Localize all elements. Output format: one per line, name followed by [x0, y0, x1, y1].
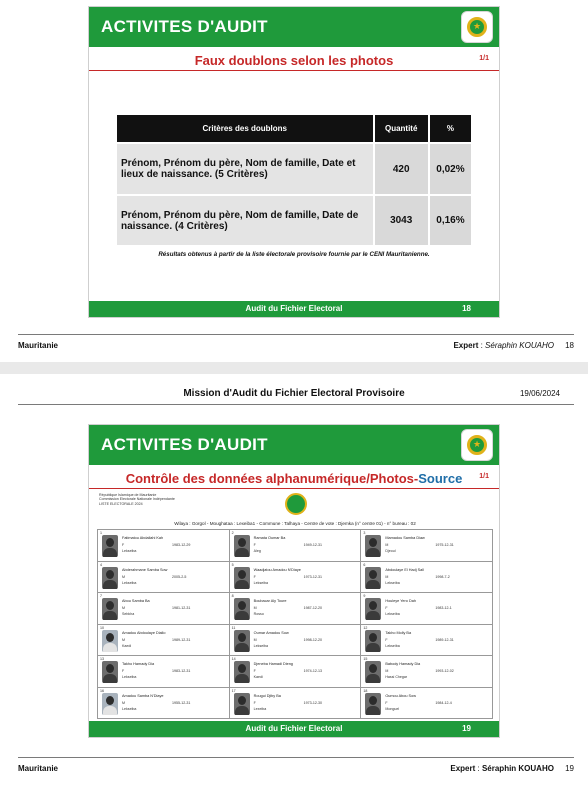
slide-number: 18	[462, 304, 471, 313]
voter-index: 14	[231, 657, 236, 661]
voter-index: 10	[100, 625, 104, 630]
voter-photo	[234, 567, 250, 589]
voter-sex: F	[253, 543, 256, 547]
doc-header-title: Mission d'Audit du Fichier Electoral Provisoire	[183, 388, 405, 399]
col-header-quantity: Quantité	[374, 115, 429, 143]
voter-sex: F	[253, 700, 256, 705]
voter-name: Amadou Abdoulaye Diallo	[122, 630, 166, 635]
voter-name: Boubacar Aly Toure	[253, 599, 287, 603]
voter-card	[230, 530, 362, 562]
voter-index: 15	[363, 657, 368, 661]
slide-page-indicator: 1/1	[479, 55, 489, 62]
voter-card	[230, 656, 362, 688]
voter-index: 1	[100, 531, 102, 535]
document-page-18	[0, 0, 588, 362]
voter-photo	[102, 567, 118, 589]
criteria-table	[117, 115, 473, 245]
voter-birthplace: Monguel	[385, 706, 400, 711]
slide-page-indicator: 1/1	[479, 473, 489, 480]
voter-birthdate: 1949-12-31	[303, 543, 323, 547]
voter-name: Fatimatou Abdallahi Kah	[122, 536, 164, 540]
voter-name: Babody Hamady Dia	[385, 662, 421, 666]
voter-name: Oumar Amadou Sow	[253, 630, 289, 635]
voter-birthplace: Kaedi	[122, 643, 132, 648]
voter-sex: M	[385, 669, 389, 673]
voter-name: Abou Samba Ba	[122, 599, 150, 603]
list-header-line: LISTE ELECTORALE 2024	[99, 501, 143, 506]
voter-sex: M	[122, 637, 125, 642]
list-header-line: Commission Electorale Nationale Indépendante	[99, 497, 175, 502]
cell-quantity: 420	[374, 143, 429, 195]
voter-birthplace: Aleg	[253, 549, 261, 553]
voter-index: 12	[363, 625, 368, 630]
voter-birthdate: 1983-12-29	[172, 543, 191, 547]
footer-expert: Expert : Séraphin KOUAHO 19	[450, 764, 574, 773]
slide-header	[89, 425, 499, 465]
voter-birthdate: 1974-12-13	[303, 669, 323, 673]
voter-name: Ramata Oumar Ba	[253, 536, 286, 540]
voter-name: Waadjatou Amadou N'Diaye	[253, 567, 301, 572]
voter-sex: F	[385, 700, 388, 705]
voter-name: Houleye Yero Dah	[385, 599, 416, 603]
voter-card	[230, 562, 362, 594]
voter-sex: M	[253, 637, 257, 642]
voter-name: Takho Hamady Dia	[122, 662, 155, 666]
col-header-percent: %	[429, 115, 472, 143]
cell-percent: 0,02%	[429, 143, 472, 195]
slide-controle-donnees	[88, 424, 500, 738]
slide-number: 19	[462, 724, 471, 733]
voter-birthplace: Lekseiba	[122, 706, 137, 711]
voter-index: 13	[100, 657, 104, 661]
voter-card	[230, 625, 362, 657]
voter-card	[361, 625, 493, 657]
voter-birthdate: 1973-12-31	[303, 574, 323, 579]
cell-percent: 0,16%	[429, 195, 472, 245]
voter-card	[230, 688, 362, 720]
voter-card	[361, 530, 493, 562]
voter-card	[361, 562, 493, 594]
voter-card	[98, 530, 230, 562]
cell-quantity: 3043	[374, 195, 429, 245]
voter-birthdate: 1984-12-4	[435, 700, 452, 705]
voter-list-image	[95, 491, 495, 721]
footer-page-number: 19	[565, 764, 574, 773]
voter-name: Takho Molly Ba	[385, 630, 412, 635]
voter-name: Oumou Abou Sow	[385, 693, 416, 698]
cell-criteria: Prénom, Prénom du père, Nom de famille, Date de naissance. (4 Critères)	[117, 195, 374, 245]
table-row	[117, 143, 472, 195]
voter-photo	[234, 598, 250, 620]
voter-birthplace: Djeoul	[385, 549, 396, 553]
voter-photo	[102, 535, 118, 557]
voter-name: Abdoulaye El Hadj Sall	[385, 567, 424, 572]
table-row	[117, 195, 472, 245]
slide-footer-text: Audit du Fichier Electoral	[245, 304, 343, 313]
voter-name: Rougui Djiby Ba	[253, 693, 281, 698]
voter-sex: F	[253, 669, 256, 673]
voter-index: 3	[363, 531, 366, 535]
voter-name: Abderahmane Samba Sow	[122, 567, 168, 572]
slide-header	[89, 7, 499, 47]
voter-index: 18	[363, 688, 368, 693]
voter-photo	[365, 630, 381, 652]
footer-page-number: 18	[565, 341, 574, 350]
voter-index: 17	[231, 688, 236, 693]
footer-country: Mauritanie	[18, 341, 59, 350]
voter-index: 6	[363, 562, 366, 567]
voter-name: Djeneba Hamadi Dieng	[253, 662, 293, 666]
footer-expert: Expert : Séraphin KOUAHO 18	[453, 341, 574, 350]
voter-sex: F	[122, 543, 125, 547]
voter-sex: M	[385, 574, 389, 579]
list-meta: Wilaya : Gorgol - Moughataa : Lexeiba1 - Commune : Talhaya - Centre de vote : Djemka (n° centre 01) - n° bureau : 02	[174, 521, 416, 526]
voter-sex: F	[122, 669, 125, 673]
voter-index: 11	[231, 625, 236, 630]
voter-birthdate: 1981-12-31	[172, 606, 191, 610]
slide-faux-doublons	[88, 6, 500, 318]
voter-index: 4	[100, 562, 102, 567]
voter-photo	[365, 693, 381, 715]
voter-index: 9	[363, 594, 366, 598]
voter-sex: M	[122, 574, 125, 579]
voter-photo	[102, 630, 118, 652]
slide-subtitle	[89, 471, 499, 486]
voter-index: 7	[100, 594, 102, 598]
list-header-line: République Islamique de Mauritanie	[99, 493, 157, 497]
mauritania-emblem-icon: ★	[461, 429, 493, 461]
voter-birthplace: Lekseiba	[122, 580, 137, 585]
voter-birthplace: Hassi Chegar	[385, 675, 408, 679]
voter-birthdate: 2005-2-5	[172, 574, 187, 579]
voter-photo	[102, 661, 118, 683]
footer-expert-name: Séraphin KOUAHO	[481, 764, 554, 773]
voter-birthplace: Lekseiba	[253, 643, 269, 648]
footer-rule	[18, 334, 574, 335]
voter-card	[98, 562, 230, 594]
voter-birthdate: 1989-12-31	[172, 637, 191, 642]
doc-header-date: 19/06/2024	[519, 389, 560, 398]
slide-subtitle-source: Source	[418, 471, 463, 486]
header-rule	[18, 404, 574, 405]
voter-photo	[234, 661, 250, 683]
footer-rule	[18, 757, 574, 758]
voter-birthdate: 1998-7-2	[435, 574, 450, 579]
voter-name: Amadou Samba N'Diaye	[122, 693, 164, 698]
subtitle-bar	[89, 49, 499, 71]
voter-birthplace: Lekseiba	[122, 549, 137, 553]
voter-index: 8	[231, 594, 234, 598]
slide-footer	[89, 301, 499, 317]
voter-card	[361, 688, 493, 720]
voter-photo	[102, 598, 118, 620]
voter-photo	[365, 567, 381, 589]
subtitle-bar	[89, 467, 499, 489]
voter-sex: M	[122, 700, 125, 705]
voter-birthdate: 1983-12-1	[435, 606, 452, 610]
voter-birthplace: Lekseiba	[385, 643, 400, 648]
voter-birthdate: 1993-12-02	[435, 669, 454, 673]
voter-index: 16	[100, 688, 104, 693]
list-header-left	[99, 493, 175, 506]
ceni-seal-icon	[285, 493, 307, 515]
slide-footer-text: Audit du Fichier Electoral	[245, 724, 343, 733]
voter-card	[361, 656, 493, 688]
slide-title: ACTIVITES D'AUDIT	[101, 17, 268, 36]
voter-photo	[365, 661, 381, 683]
page-footer	[18, 764, 574, 776]
mauritania-emblem-icon: ★	[461, 11, 493, 43]
slide-title: ACTIVITES D'AUDIT	[101, 435, 268, 454]
voter-birthplace: Sebkha	[122, 612, 135, 616]
voter-birthplace: Lekseiba	[385, 612, 400, 616]
voter-sex: M	[122, 606, 125, 610]
voter-index: 5	[231, 562, 234, 567]
voter-sex: F	[253, 574, 256, 579]
voter-birthdate: 1983-12-31	[172, 669, 191, 673]
voter-photo	[102, 693, 118, 715]
source-note: Résultats obtenus à partir de la liste électorale provisoire fournie par le CENI Mauritanienne.	[158, 251, 430, 258]
voter-card	[98, 625, 230, 657]
voter-card	[361, 593, 493, 625]
voter-birthplace: Kaedi	[253, 675, 263, 679]
voter-card	[98, 656, 230, 688]
voter-sex: F	[385, 606, 388, 610]
voter-card	[230, 593, 362, 625]
voter-birthdate: 1987-12-20	[303, 606, 323, 610]
page-footer	[18, 341, 574, 353]
footer-expert-label: Expert	[450, 764, 476, 773]
voter-birthplace: Rosso	[253, 612, 264, 616]
slide-footer	[89, 721, 499, 737]
col-header-criteria: Critères des doublons	[117, 115, 374, 143]
voter-name: Mamadou Samba Diaw	[385, 536, 425, 540]
voter-birthplace: Lekseiba	[253, 580, 269, 585]
voter-card	[98, 593, 230, 625]
voter-card	[98, 688, 230, 720]
voter-birthplace: Lekseiba	[385, 580, 400, 585]
voter-photo	[365, 598, 381, 620]
voter-photo	[365, 535, 381, 557]
footer-expert-name: Séraphin KOUAHO	[485, 341, 554, 350]
voter-index: 2	[231, 531, 234, 535]
voter-grid	[97, 529, 493, 719]
slide-subtitle: Faux doublons selon les photos	[194, 53, 394, 68]
voter-sex: M	[253, 606, 257, 610]
footer-country: Mauritanie	[18, 764, 59, 773]
voter-sex: M	[385, 543, 389, 547]
voter-birthdate: 1955-12-31	[172, 700, 191, 705]
voter-birthplace: Lekseiba	[122, 675, 137, 679]
voter-birthdate: 1998-12-20	[303, 637, 323, 642]
slide-subtitle-main: Contrôle des données alphanumérique/Photos-	[125, 471, 419, 486]
voter-birthdate: 1975-12-31	[435, 543, 454, 547]
voter-sex: F	[385, 637, 388, 642]
voter-birthdate: 1973-12-30	[303, 700, 323, 705]
footer-expert-label: Expert	[453, 341, 479, 350]
voter-photo	[234, 693, 250, 715]
voter-birthdate: 1989-12-31	[435, 637, 454, 642]
voter-birthplace: Lexeiba	[253, 706, 267, 711]
voter-photo	[234, 630, 250, 652]
voter-photo	[234, 535, 250, 557]
cell-criteria: Prénom, Prénom du père, Nom de famille, Date et lieux de naissance. (5 Critères)	[117, 143, 374, 195]
